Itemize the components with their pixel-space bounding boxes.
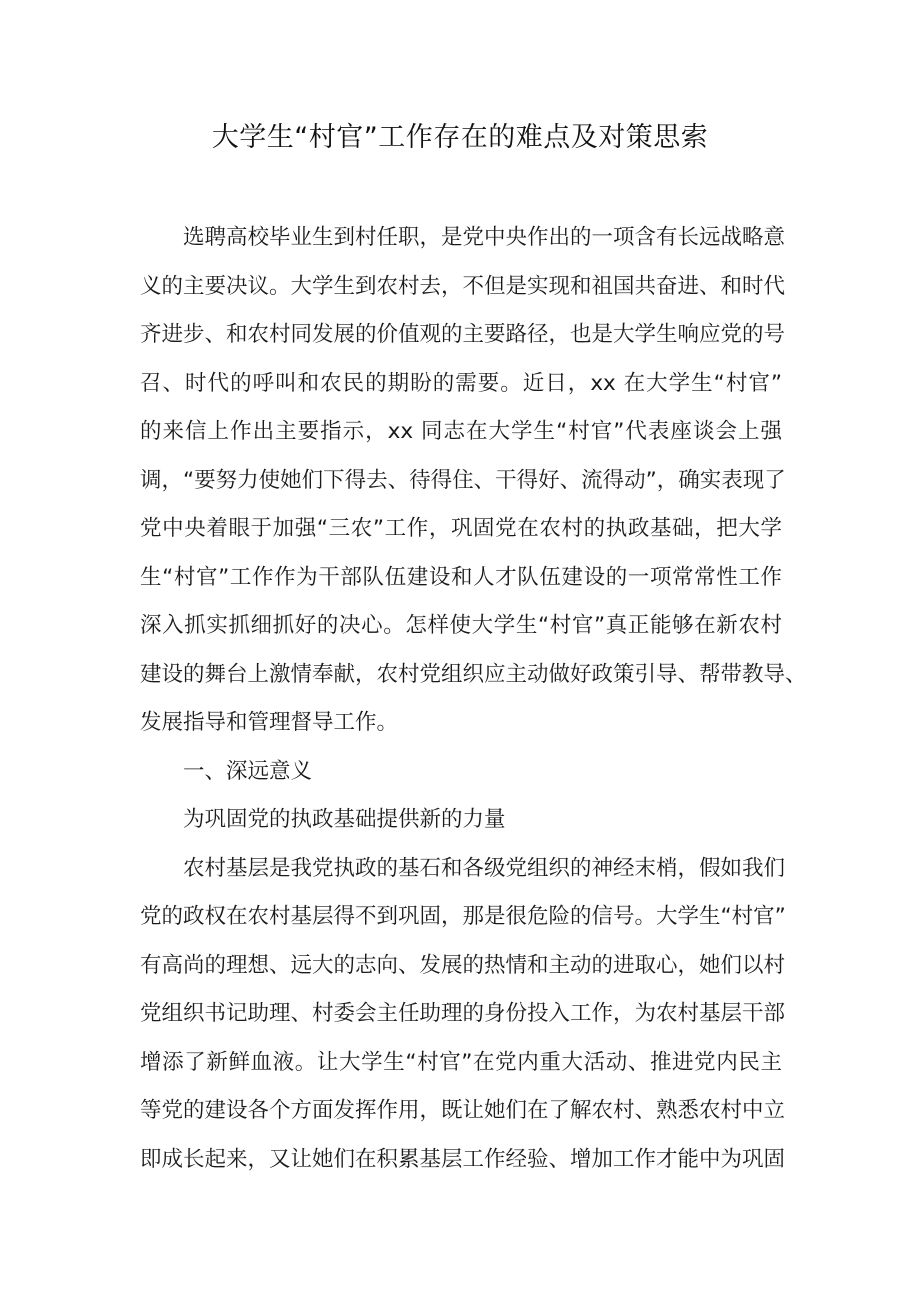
document-title: 大学生“村官”工作存在的难点及对策思索 [211, 122, 709, 153]
paragraph-line: 增添了新鲜血液。让大学生“村官”在党内重大活动、推进党内民主 [140, 1049, 782, 1075]
section-heading: 一、深远意义 [183, 758, 313, 784]
paragraph-line: 即成长起来，又让她们在积累基层工作经验、增加工作才能中为巩固 [140, 1146, 786, 1172]
paragraph-line: 召、时代的呼叫和农民的期盼的需要。近日，xx 在大学生“村官” [140, 370, 782, 396]
paragraph-line: 党中央着眼于加强“三农”工作，巩固党在农村的执政基础，把大学 [140, 516, 782, 541]
document-body [140, 214, 807, 1184]
paragraph-line: 等党的建设各个方面发挥作用，既让她们在了解农村、熟悉农村中立 [140, 1098, 786, 1123]
paragraph-line: 建设的舞台上激情奉献，农村党组织应主动做好政策引导、帮带教导、 [140, 661, 807, 687]
paragraph-line: 发展指导和管理督导工作。 [140, 710, 399, 735]
paragraph-line: 义的主要决议。大学生到农村去，不但是实现和祖国共奋进、和时代 [140, 273, 786, 299]
paragraph-line: 有高尚的理想、远大的志向、发展的热情和主动的进取心，她们以村 [140, 952, 786, 978]
paragraph-line: 调，“要努力使她们下得去、待得住、干得好、流得动”，确实表现了 [140, 467, 786, 493]
subsection-heading: 为巩固党的执政基础提供新的力量 [183, 807, 506, 832]
paragraph-line: 生“村官”工作作为干部队伍建设和人才队伍建设的一项常常性工作 [140, 564, 782, 590]
paragraph-line: 党组织书记助理、村委会主任助理的身份投入工作，为农村基层干部 [140, 1001, 786, 1026]
paragraph-line: 党的政权在农村基层得不到巩固，那是很危险的信号。大学生“村官” [140, 904, 786, 929]
paragraph-line: 深入抓实抓细抓好的决心。怎样使大学生“村官”真正能够在新农村 [140, 613, 782, 638]
paragraph-line: 选聘高校毕业生到村任职，是党中央作出的一项含有长远战略意 [183, 225, 786, 250]
paragraph-line: 农村基层是我党执政的基石和各级党组织的神经末梢，假如我们 [183, 855, 786, 881]
paragraph-line: 的来信上作出主要指示，xx 同志在大学生“村官”代表座谈会上强 [140, 419, 782, 444]
paragraph-line: 齐进步、和农村同发展的价值观的主要路径，也是大学生响应党的号 [140, 322, 786, 347]
